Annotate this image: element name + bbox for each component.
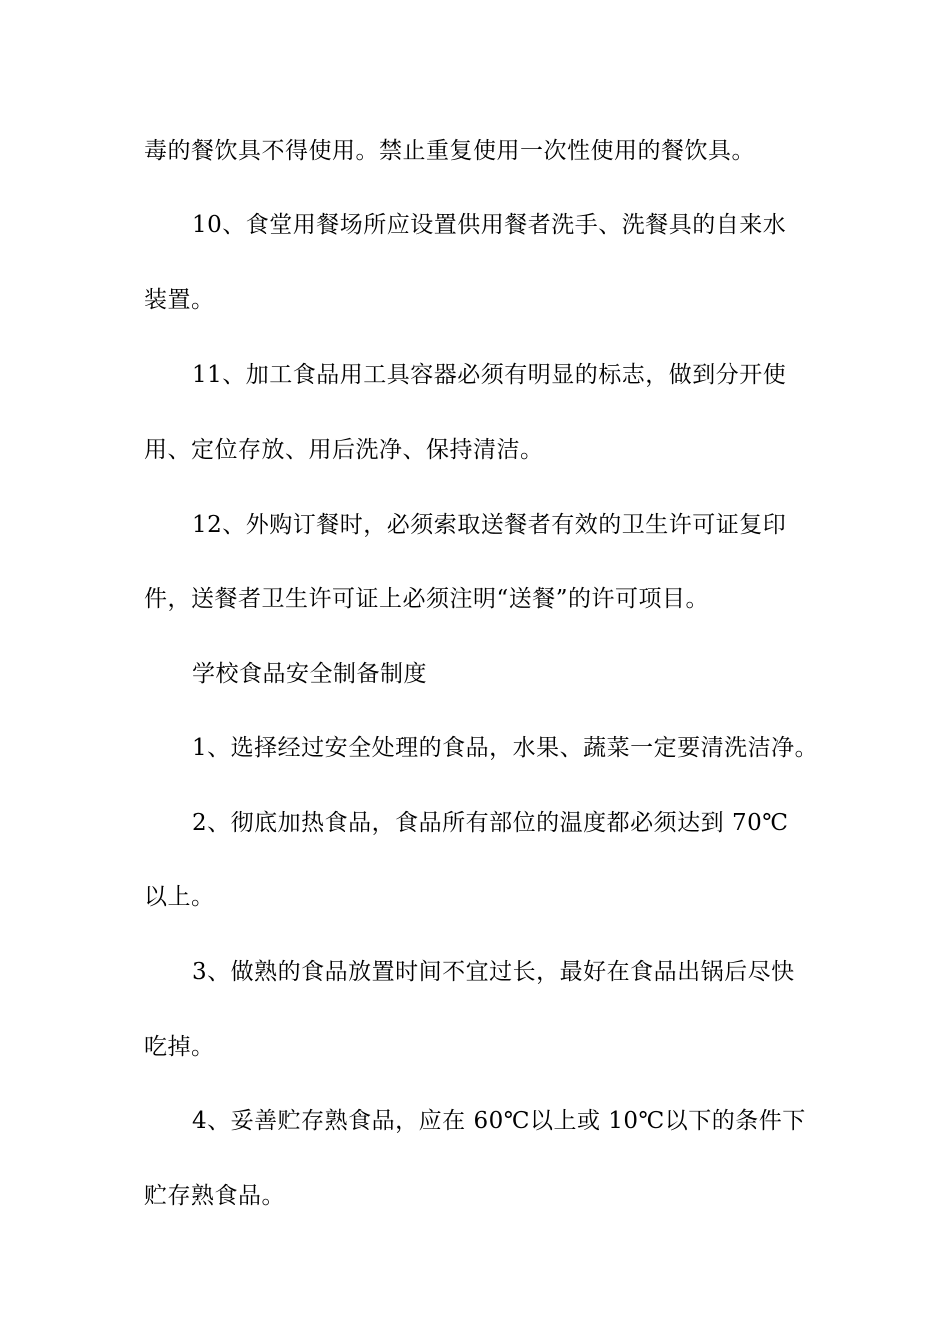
paragraph-line: 12、外购订餐时，必须索取送餐者有效的卫生许可证复印 xyxy=(192,512,787,538)
paragraph-line: 毒的餐饮具不得使用。禁止重复使用一次性使用的餐饮具。 xyxy=(144,138,755,164)
paragraph-line: 4、妥善贮存熟食品，应在 60℃以上或 10℃以下的条件下 xyxy=(192,1108,806,1134)
paragraph-line: 件，送餐者卫生许可证上必须注明“送餐”的许可项目。 xyxy=(144,586,710,612)
paragraph-line: 11、加工食品用工具容器必须有明显的标志，做到分开使 xyxy=(192,362,787,388)
paragraph-line: 装置。 xyxy=(144,287,215,313)
paragraph-line: 吃掉。 xyxy=(144,1034,215,1060)
paragraph-line: 用、定位存放、用后洗净、保持清洁。 xyxy=(144,437,544,463)
paragraph-line: 1、选择经过安全处理的食品，水果、蔬菜一定要清洗洁净。 xyxy=(192,735,819,761)
paragraph-line: 2、彻底加热食品，食品所有部位的温度都必须达到 70℃ xyxy=(192,810,789,836)
paragraph-line: 以上。 xyxy=(144,884,215,910)
section-heading: 学校食品安全制备制度 xyxy=(192,661,427,687)
paragraph-line: 3、做熟的食品放置时间不宜过长，最好在食品出锅后尽快 xyxy=(192,959,795,985)
paragraph-line: 贮存熟食品。 xyxy=(144,1183,285,1209)
paragraph-line: 10、食堂用餐场所应设置供用餐者洗手、洗餐具的自来水 xyxy=(192,212,787,238)
